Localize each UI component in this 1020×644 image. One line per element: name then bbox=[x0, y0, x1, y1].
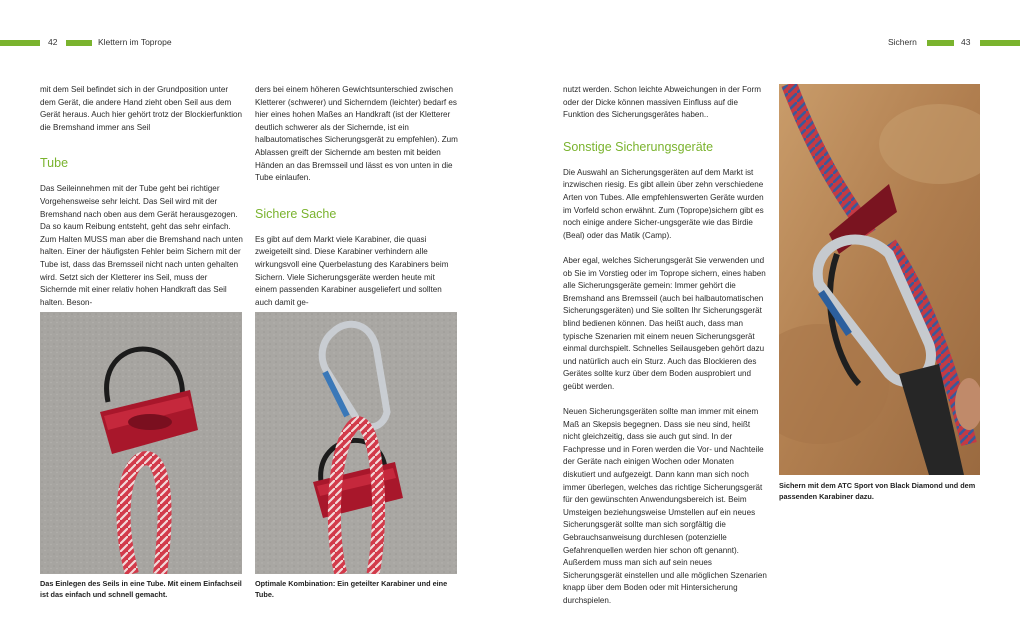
caption-photo-1: Das Einlegen des Seils in eine Tube. Mit einem Einfachseil ist das einfach und schnell gemacht. bbox=[40, 579, 242, 599]
caption-photo-3: Sichern mit dem ATC Sport von Black Diamond und dem passenden Karabiner dazu. bbox=[779, 481, 976, 501]
header-accent-bar-left-inner bbox=[66, 40, 92, 46]
paragraph: ders bei einem höheren Gewichtsunterschied zwischen Kletterer (schwerer) und Sicherndem (leichter) bedarf es hier eines hohen Maßes an Handkraft (ist der Kletterer deutlich schwerer als der Sichernde, ist ein halbautomatisches Sicherungsgerät zu empfehlen). Zum Ablassen greift der Sichernde am besten mit beiden Händen an das Bremsseil und lässt es von unten in die Tube einlaufen. bbox=[255, 85, 458, 183]
text-column-2 bbox=[255, 84, 458, 322]
caption-photo-2: Optimale Kombination: Ein geteilter Karabiner und eine Tube. bbox=[255, 579, 448, 599]
right-running-title: Sichern bbox=[888, 37, 917, 47]
left-running-title: Klettern im Toprope bbox=[98, 37, 172, 47]
paragraph: Neuen Sicherungsgeräten sollte man immer mit einem Maß an Skepsis begegnen. Dass sie neu sind, heißt nicht gleichzeitig, dass sie auch gut sind. In der Fachpresse und in Foren werden die Vor- und Nachteile der Geräte nach einigen Wochen oder Monaten diskutiert und aufgezeigt. Dann kann man sich noch immer überlegen, welches das richtige Sicherungsgerät für den gewünschten Anwendungsbereich ist. Beim Umsteigen beziehungsweise Umstellen auf ein neues Sicherungsgerät sollte man sich sorgfältig die Gebrauchsanweisung durchlesen (potenzielle Gefahrenquellen werden hier schon oft genannt). Außerdem muss man sich auf sein neues Sicherungsgerät einstellen und alle möglichen Szenarien knapp über dem Boden oder mit Hintersicherung durchspielen. bbox=[563, 407, 767, 605]
text-column-1 bbox=[40, 84, 243, 322]
atc-carabiner-illustration bbox=[779, 84, 980, 475]
text-column-3 bbox=[563, 84, 768, 620]
right-page-number: 43 bbox=[961, 37, 971, 47]
left-page-number: 42 bbox=[48, 37, 58, 47]
paragraph: Das Seileinnehmen mit der Tube geht bei richtiger Vorgehensweise sehr leicht. Das Seil wird mit der Bremshand nach oben aus dem Gerät herausgezogen. Da so kaum Reibung entsteht, geht das sehr einfach. Zum Halten MUSS man aber die Bremshand nach unten halten. Einer der häufigsten Fehler beim Sichern mit der Tube ist, dass das Bremsseil nicht nach unten gehalten wird. Setzt sich der Kletterer ins Seil, muss der Sichernde mit einer relativ hohen Handkraft das Seil halten. Beson- bbox=[40, 184, 243, 307]
paragraph: Aber egal, welches Sicherungsgerät Sie verwenden und ob Sie im Vorstieg oder im Toprope sichern, eines haben alle Sicherungsgeräte gemein: Immer gehört die Bremshand ans Bremsseil (auch bei halbautomatischen Sicherungsgeräten) und Sie sollten Ihr Sicherungsgerät blind bedienen können. Das heißt auch, dass man typische Szenarien mit einem neuen Sicherungsgerät einmal durchspielt. Schnelles Seilausgeben gehört dazu und natürlich auch ein Sturz. Auch das Blockieren des Gerätes sollte kurz über dem Boden ausprobiert und geübt werden. bbox=[563, 255, 766, 391]
paragraph: mit dem Seil befindet sich in der Grundposition unter dem Gerät, die andere Hand zieht oben Seil aus dem Gerät heraus. Auch hier gehört trotz der Blockierfunktion die Bremshand immer ans Seil bbox=[40, 85, 242, 132]
section-heading-sonstige: Sonstige Sicherungsgeräte bbox=[563, 139, 714, 154]
header-accent-bar-left bbox=[0, 40, 40, 46]
tube-rope-illustration bbox=[40, 312, 242, 574]
photo-atc-carabiner bbox=[779, 84, 980, 475]
header-accent-bar-right bbox=[980, 40, 1020, 46]
paragraph: nutzt werden. Schon leichte Abweichungen in der Form oder der Dicke können massiven Einfluss auf die Funktion des Sicherungsgerätes haben.. bbox=[563, 85, 761, 120]
header-accent-bar-right-inner bbox=[927, 40, 954, 46]
section-heading-tube: Tube bbox=[40, 156, 69, 171]
photo-carabiner-tube bbox=[255, 312, 457, 574]
section-heading-sichere-sache: Sichere Sache bbox=[255, 206, 337, 221]
carabiner-tube-illustration bbox=[255, 312, 457, 574]
photo-tube-rope bbox=[40, 312, 242, 574]
paragraph: Die Auswahl an Sicherungsgeräten auf dem Markt ist inzwischen riesig. Es gibt allein über zehn verschiedene Arten von Tubes. Alle empfehlenswerten Geräte wurden im Vorfeld schon erwähnt. Zum (Toprope)sichern gibt es noch einige andere Sicher-ungsgeräte wie das Birdie (Beal) oder das Matik (Camp). bbox=[563, 167, 764, 240]
paragraph: Es gibt auf dem Markt viele Karabiner, die quasi zweigeteilt sind. Diese Karabiner verhindern alle wirkungsvoll eine Querbelastung des Karabiners beim Sichern. Viele Sicherungsgeräte werden heute mit einem passenden Karabiner ausgeliefert und sollten auch damit ge- bbox=[255, 234, 449, 307]
